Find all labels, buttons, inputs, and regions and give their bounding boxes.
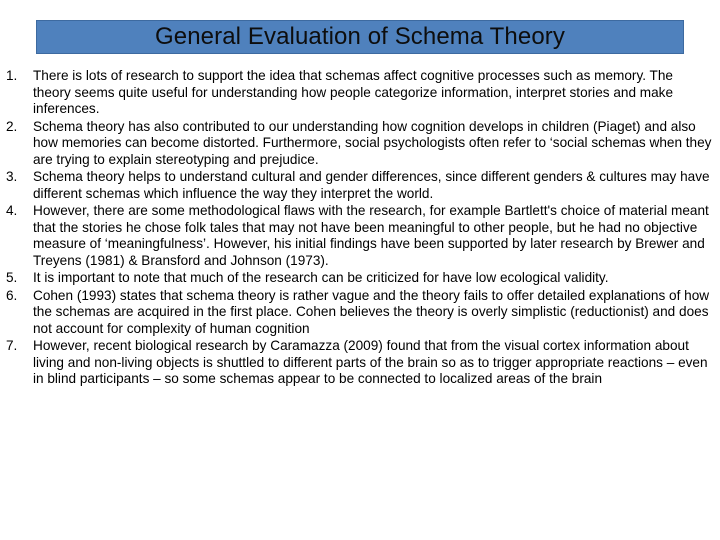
- list-item-text: Schema theory has also contributed to our understanding how cognition develops in children (Piaget) and also how memories can become distorted. Furthermore, social psychologists often refer to ‘social schemas when they are trying to explain stereotyping and prejudice.: [33, 118, 712, 167]
- list-item-number: 7.: [6, 338, 18, 353]
- list-item-number: 1.: [6, 68, 18, 83]
- list-item-text: Schema theory helps to understand cultural and gender differences, since different genders & cultures may have different schemas which influence the way they interpret the world.: [33, 169, 710, 201]
- list-item: [6, 169, 714, 202]
- list-item-number: 2.: [6, 118, 18, 134]
- list-item: [6, 338, 714, 388]
- list-item-text: However, there are some methodological flaws with the research, for example Bartlett's choice of material meant that the stories he chose folk tales that may not have been meaningful to other people, but he had no objective measure of ‘meaningfulness’. However, his initial findings have been supported by later research by Brewer and Treyens (1981) & Bransford and Johnson (1973).: [33, 203, 709, 268]
- list-item: [6, 270, 714, 287]
- list-item-number: 6.: [6, 287, 18, 303]
- list-item: [6, 203, 714, 269]
- title-bar: [36, 20, 684, 54]
- list-item-text: It is important to note that much of the research can be criticized for have low ecological validity.: [33, 270, 609, 285]
- list-item: [6, 119, 714, 169]
- list-item: [6, 68, 714, 118]
- list-item-number: 3.: [6, 169, 18, 184]
- list-item: [6, 288, 714, 338]
- list-item-text: Cohen (1993) states that schema theory is rather vague and the theory fails to offer detailed explanations of how the schemas are acquired in the first place. Cohen believes the theory is overly simplistic (reductionist) and does not account for complexity of human cognition: [33, 287, 710, 336]
- slide-title: General Evaluation of Schema Theory: [155, 23, 565, 50]
- list-item-text: There is lots of research to support the idea that schemas affect cognitive processes such as memory. The theory seems quite useful for understanding how people categorize information, interpret stories and make inferences.: [33, 68, 674, 116]
- list-item-number: 4.: [6, 203, 18, 218]
- evaluation-points-list: [6, 68, 714, 389]
- list-item-text: However, recent biological research by Caramazza (2009) found that from the visual cortex information about living and non-living objects is shuttled to different parts of the brain so as to trigger appropriate reactions – even in blind participants – so some schemas appear to be connected to localized areas of the brain: [33, 338, 708, 386]
- list-item-number: 5.: [6, 270, 18, 285]
